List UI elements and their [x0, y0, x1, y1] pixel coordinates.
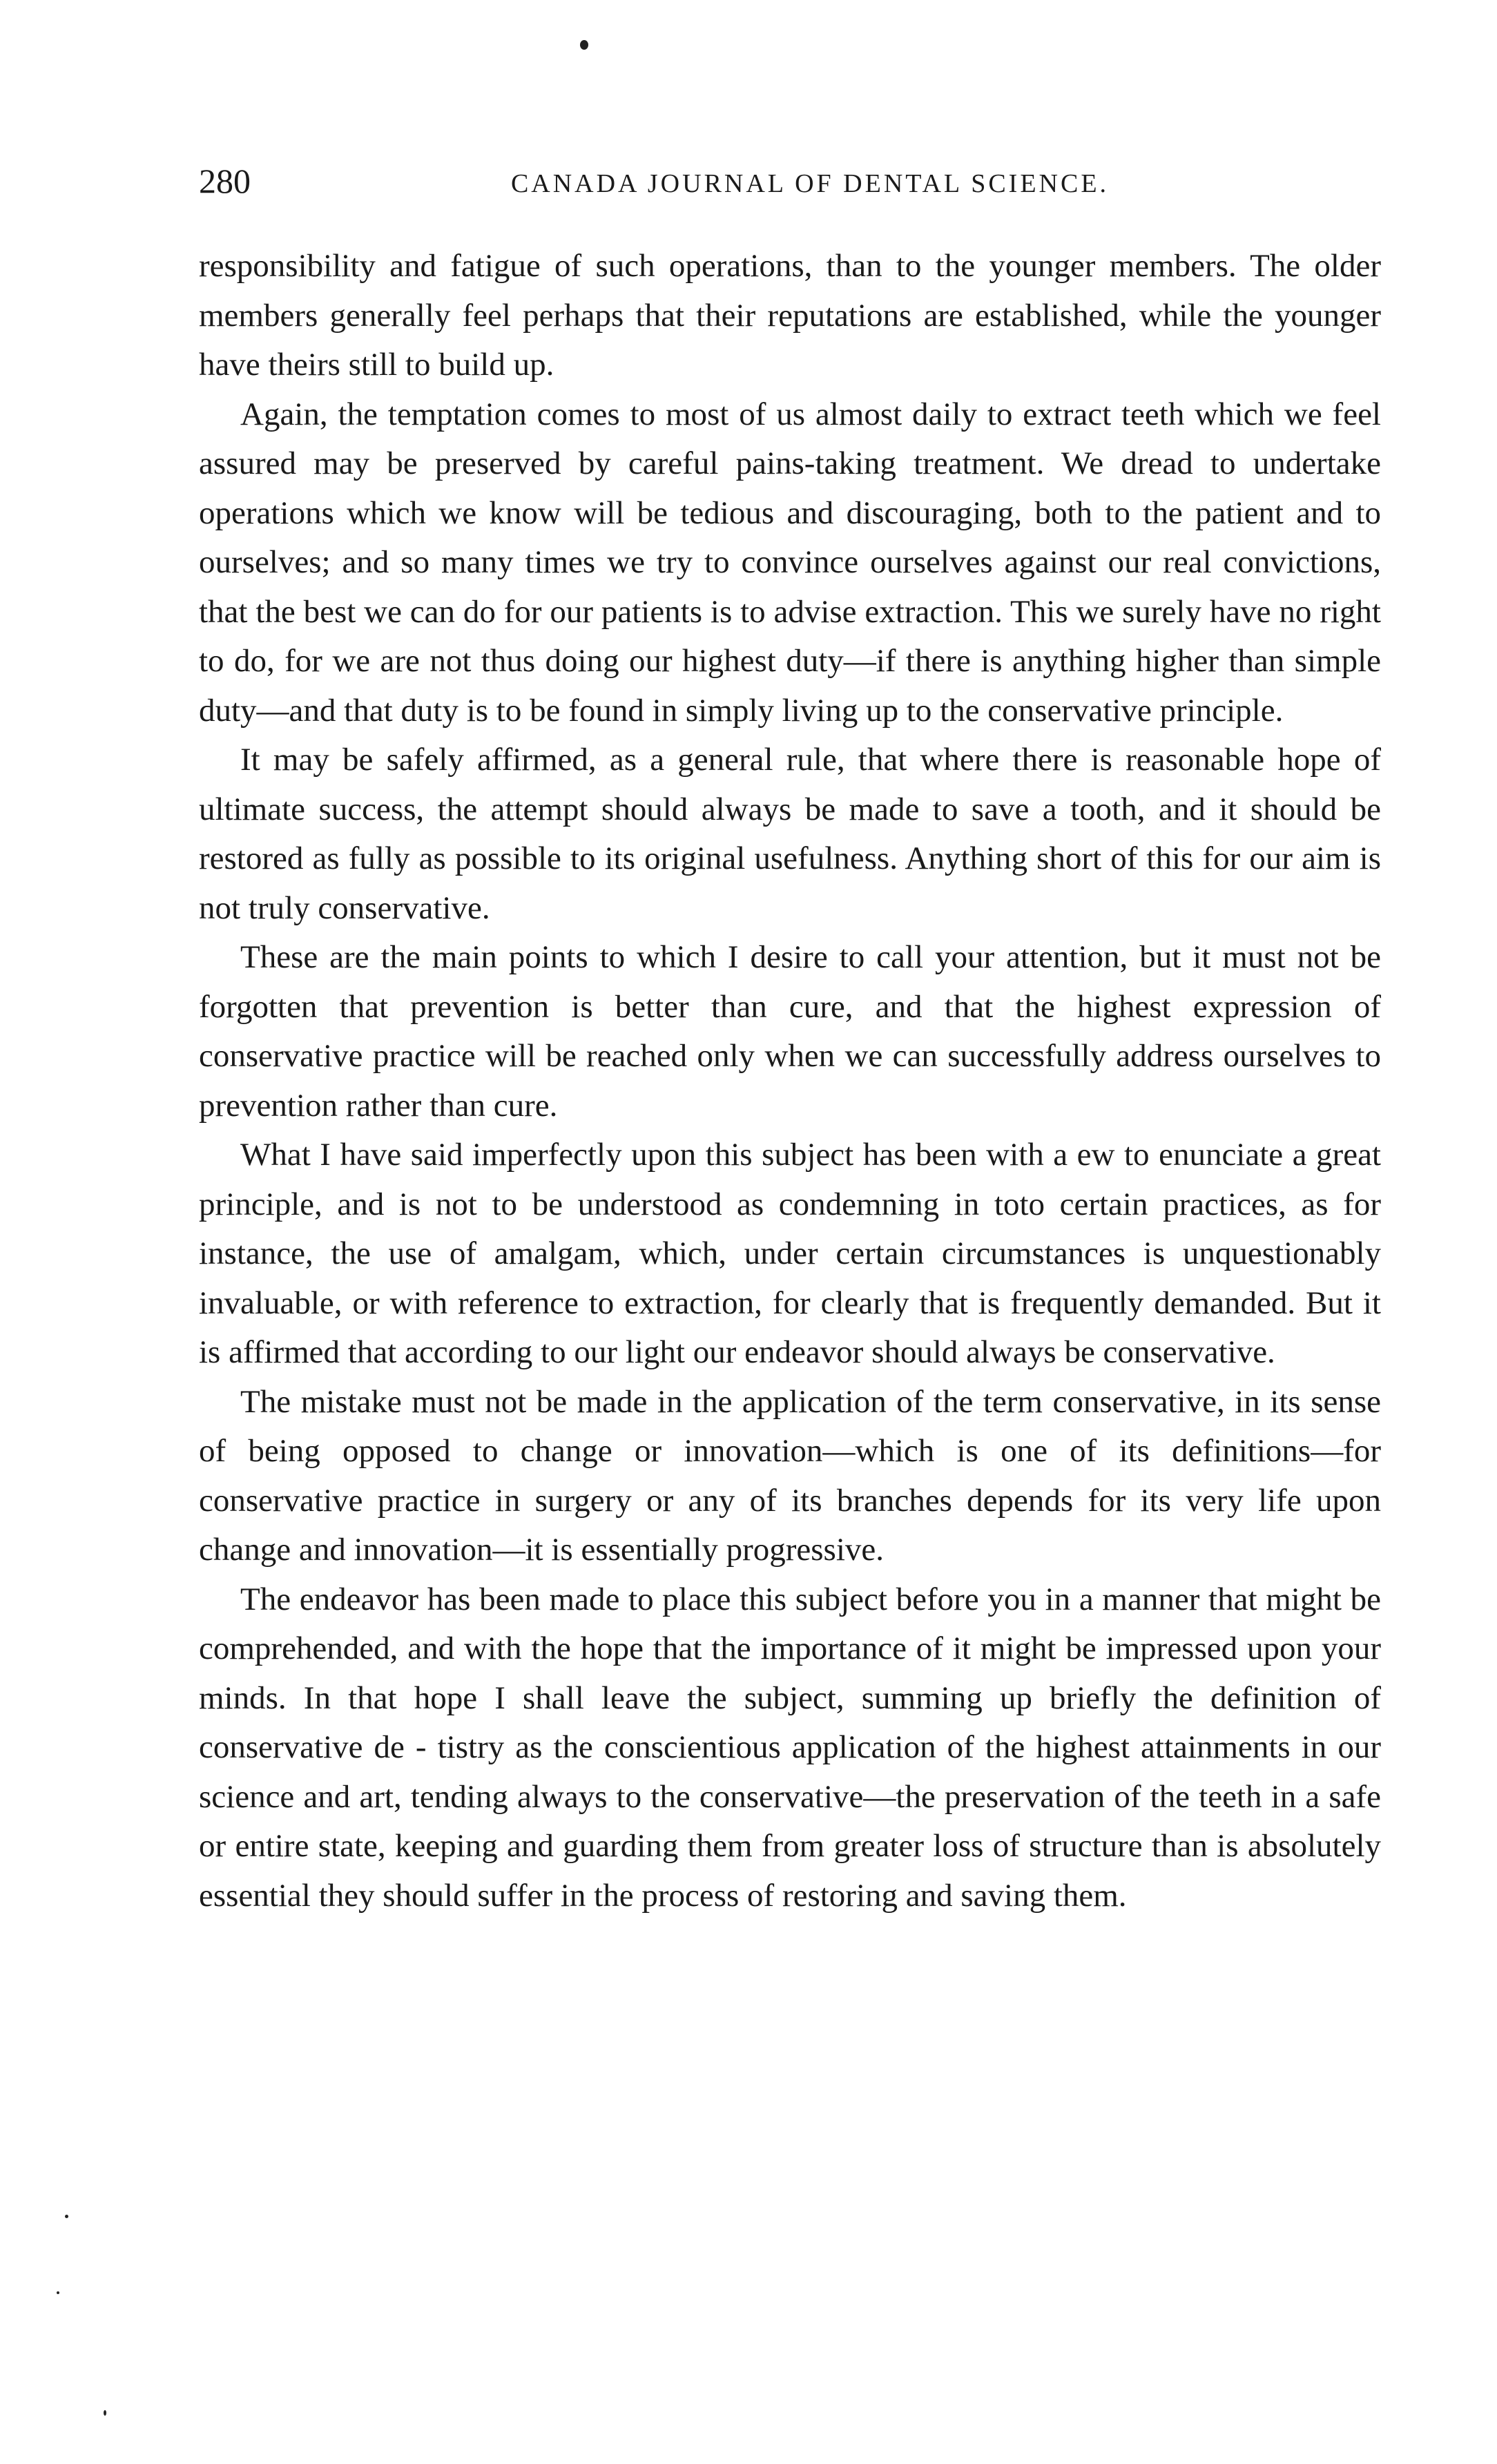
page-number: 280 [199, 162, 251, 200]
paragraph: These are the main points to which I desire to call your attention, but it must not be forgotten that prevention is better than cure, and that the highest expression of conservative practice will be reached only when we can successfully address ourselves to prevention rather than cure. [199, 939, 1381, 1124]
running-title: CANADA JOURNAL OF DENTAL SCIENCE. [510, 169, 1110, 198]
paragraph: The mistake must not be made in the application of the term conservative, in its sense of being opposed to change or innovation—which is one of its definitions—for conservative practice in surgery or any of its branches depends for its very life upon change and innovation—it is essentially progressive. [199, 1383, 1381, 1568]
paragraph: It may be safely affirmed, as a general rule, that where there is reasonable hope of ultimate success, the attempt should always be made to save a tooth, and it should be restored as fully as possible to its original usefulness. Anything short of this for our aim is not truly conservative. [199, 742, 1381, 926]
ink-speck [57, 2291, 59, 2294]
paragraph: The endeavor has been made to place this subject before you in a manner that might be comprehended, and with the hope that the importance of it might be impressed upon your minds. In that hope I shall leave the subject, summing up briefly the definition of conservative de - tistry as the conscientious application of the highest attainments in our science and art, tending always to the conservative—the preservation of the teeth in a safe or entire state, keeping and guarding them from greater loss of structure than is absolutely essential they should suffer in the process of restoring and saving them. [199, 1581, 1381, 1914]
ink-speck [65, 2215, 68, 2218]
paragraph: What I have said imperfectly upon this subject has been with a ew to enunciate a great principle, and is not to be understood as condemning in toto certain practices, as for instance, the use of amalgam, which, under certain circumstances is unquestionably invaluable, or with reference to extraction, for clearly that is frequently demanded. But it is affirmed that according to our light our endeavor should always be conservative. [199, 1137, 1381, 1370]
ink-speck [104, 2410, 106, 2416]
ink-speck [580, 40, 588, 50]
paragraph: responsibility and fatigue of such operations, than to the younger members. The older members generally feel perhaps that their reputations are established, while the younger have theirs still to build up. [199, 248, 1381, 383]
paragraph: Again, the temptation comes to most of us almost daily to extract teeth which we feel assured may be preserved by careful pains-taking treatment. We dread to undertake operations which we know will be tedious and discouraging, both to the patient and to ourselves; and so many times we try to convince ourselves against our real convictions, that the best we can do for our patients is to advise extraction. This we surely have no right to do, for we are not thus doing our highest duty—if there is anything higher than simple duty—and that duty is to be found in simply living up to the conservative principle. [199, 396, 1381, 729]
page-header [199, 160, 1387, 202]
article-body [199, 242, 1381, 1921]
